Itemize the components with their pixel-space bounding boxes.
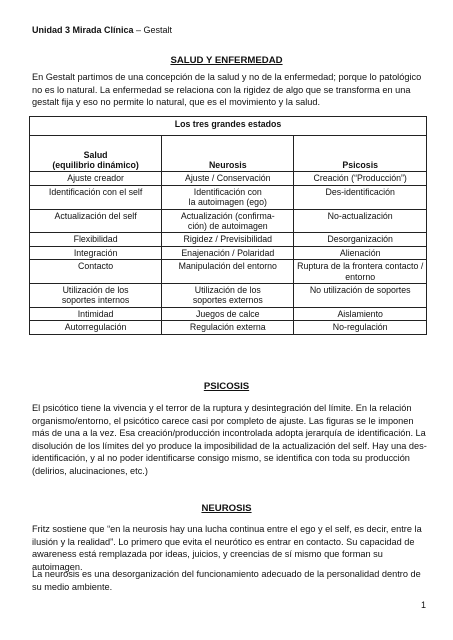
table-cell: Identificación con la autoimagen (ego) xyxy=(162,185,294,209)
table-cell: Actualización del self xyxy=(30,209,162,233)
table-cell: Intimidad xyxy=(30,307,162,320)
table-row xyxy=(30,233,427,246)
table-cell: Rigidez / Previsibilidad xyxy=(162,233,294,246)
neurosis-heading: NEUROSIS xyxy=(201,503,252,514)
psicosis-paragraph: El psicótico tiene la vivencia y el terror de la ruptura y desintegración del límite. En la relación organismo/entorno, el psicótico carece casi por completo de ajuste. Las figuras se le imponen más de una a la vez. Esa creación/producción incontrolada adopta jerarquía de identificación. La disolución de los límites del yo produce la imposibilidad de la actualización del self. Hay una des-identificación, y al no poder identificarse consigo mismo, se identifica con toda su producción (delirios, alucinaciones, etc.) xyxy=(32,403,427,476)
table-cell: Manipulación del entorno xyxy=(162,260,294,284)
states-table xyxy=(29,116,427,335)
table-row xyxy=(30,209,427,233)
table-cell: Utilización de los soportes externos xyxy=(162,284,294,308)
neurosis-paragraph-2: La neurosis es una desorganización del funcionamiento adecuado de la personalidad dentro de su medio ambiente. xyxy=(32,569,421,592)
table-cell: Ajuste / Conservación xyxy=(162,172,294,185)
table-row xyxy=(30,172,427,185)
document-title: SALUD Y ENFERMEDAD xyxy=(170,55,283,66)
table-row xyxy=(30,321,427,334)
neurosis-paragraph-1: Fritz sostiene que “en la neurosis hay una lucha continua entre el ego y el self, es decir, entre la ilusión y la realidad”. Lo primero que evita el neurótico es entrar en contacto. Su capacidad de awareness está remplazada por ideas, juicios, y creencias de sí mismo que forman su autoimagen. xyxy=(32,524,422,572)
table-cell: Flexibilidad xyxy=(30,233,162,246)
page-number: 1 xyxy=(421,600,427,610)
table-cell: Des-identificación xyxy=(294,185,427,209)
table-row xyxy=(30,284,427,308)
column-header: Salud (equilibrio dinámico) xyxy=(30,136,162,172)
table-cell: Autorregulación xyxy=(30,321,162,334)
table-cell: Creación (“Producción”) xyxy=(294,172,427,185)
table-cell: Identificación con el self xyxy=(30,185,162,209)
intro-paragraph: En Gestalt partimos de una concepción de la salud y no de la enfermedad; porque lo patológico no es lo natural. La enfermedad se relaciona con la rigidez de algo que se transforma en una gestalt fija y eso no permite lo natural, que es el movimiento y la salud. xyxy=(32,72,422,108)
table-cell: Contacto xyxy=(30,260,162,284)
table-cell: Regulación externa xyxy=(162,321,294,334)
header-subject: – Gestalt xyxy=(133,25,173,35)
header-unit: Unidad 3 Mirada Clínica xyxy=(32,25,134,35)
table-cell: Integración xyxy=(30,246,162,259)
table-row xyxy=(30,307,427,320)
table-row xyxy=(30,246,427,259)
table-cell: Aislamiento xyxy=(294,307,427,320)
table-cell: Alienación xyxy=(294,246,427,259)
table-cell: Desorganización xyxy=(294,233,427,246)
page-header xyxy=(32,25,172,35)
column-header: Neurosis xyxy=(162,136,294,172)
table-cell: Ajuste creador xyxy=(30,172,162,185)
table-cell: No-regulación xyxy=(294,321,427,334)
table-row xyxy=(30,185,427,209)
table-cell: Juegos de calce xyxy=(162,307,294,320)
table-row xyxy=(30,260,427,284)
table-cell: No utilización de soportes xyxy=(294,284,427,308)
table-cell: Actualización (confirma- ción) de autoimagen xyxy=(162,209,294,233)
column-header: Psicosis xyxy=(294,136,427,172)
table-cell: Utilización de los soportes internos xyxy=(30,284,162,308)
table-cell: Ruptura de la frontera contacto / entorno xyxy=(294,260,427,284)
table-caption: Los tres grandes estados xyxy=(30,117,427,136)
table-cell: Enajenación / Polaridad xyxy=(162,246,294,259)
table-cell: No-actualización xyxy=(294,209,427,233)
psicosis-heading: PSICOSIS xyxy=(203,381,250,392)
